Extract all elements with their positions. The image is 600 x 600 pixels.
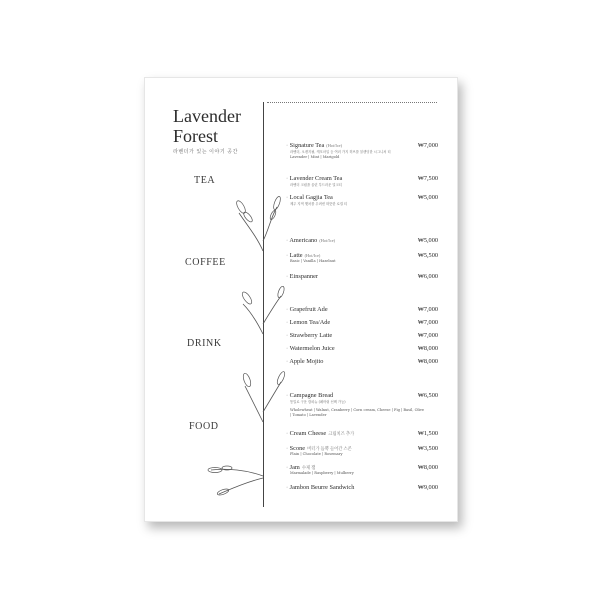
menu-item: [286, 430, 438, 437]
title-line-2: Forest: [173, 126, 218, 146]
menu-subtitle: 라벤더가 있는 이야기 공간: [173, 149, 238, 155]
item-name: · Signature Tea (Hot/Ice): [286, 142, 342, 149]
lavender-sprig-icon: [207, 446, 267, 506]
item-name: · Local Gagjia Tea: [286, 194, 333, 201]
item-name: · Campagne Bread: [286, 392, 333, 399]
menu-item: [286, 273, 438, 280]
item-price: ₩6,500: [417, 392, 438, 399]
item-name: · Watermelon Juice: [286, 345, 335, 352]
menu-item: [286, 358, 438, 365]
item-options: Plain | Chocolate | Rosemary: [290, 452, 343, 456]
item-price: ₩7,000: [417, 142, 438, 149]
item-suffix: (Hot/Ice): [304, 253, 321, 258]
item-options: Basic | Vanilla | Hazelnut: [290, 259, 336, 263]
menu-item: [286, 319, 438, 326]
menu-sheet: [144, 77, 458, 522]
item-suffix: 버터가 듬뿍 들어간 스콘: [307, 446, 352, 451]
item-options: Wholewheat | Walnut, Cranberry | Corn cream, Cheese | Fig | Basil, Olive | Tomato | Lavender: [290, 408, 425, 417]
item-description: 제주 지역 햇차를 우려낸 따뜻한 로컬 티: [290, 202, 348, 206]
item-price: ₩7,500: [417, 175, 438, 182]
category-tea: TEA: [194, 175, 216, 186]
item-options: Marmalade | Raspberry | Mulberry: [290, 471, 354, 475]
item-price: ₩8,000: [417, 345, 438, 352]
item-price: ₩9,000: [417, 484, 438, 491]
item-name: · Strawberry Latte: [286, 332, 332, 339]
menu-item: [286, 392, 438, 418]
item-price: ₩7,000: [417, 306, 438, 313]
item-price: ₩6,000: [417, 273, 438, 280]
title-line-1: Lavender: [173, 106, 241, 126]
item-name: · Apple Mojito: [286, 358, 323, 365]
menu-item: [286, 142, 438, 160]
menu-item: [286, 252, 438, 264]
item-name: · Jam 수제 잼: [286, 464, 315, 471]
item-price: ₩5,000: [417, 237, 438, 244]
item-options: Lavender | Mint | Marigold: [290, 155, 340, 159]
item-price: ₩7,000: [417, 332, 438, 339]
item-price: ₩7,000: [417, 319, 438, 326]
lavender-sprig-icon: [233, 193, 293, 253]
menu-item: [286, 332, 438, 339]
category-food: FOOD: [189, 421, 219, 432]
menu-item: [286, 194, 438, 207]
item-price: ₩3,500: [417, 445, 438, 452]
item-name: · Jambon Beurre Sandwich: [286, 484, 354, 491]
item-description: 라벤더, 오렌지필, 캐모마일 등 여러 가지 허브를 블렌딩한 시그니처 티: [290, 150, 391, 154]
item-description: 라벤더 크림을 올린 부드러운 밀크티: [290, 183, 342, 187]
menu-item: [286, 175, 438, 188]
menu-item: [286, 306, 438, 313]
menu-item: [286, 445, 438, 457]
item-price: ₩5,000: [417, 194, 438, 201]
menu-item: [286, 237, 438, 244]
menu-item: [286, 345, 438, 352]
menu-title: [173, 106, 241, 146]
item-name: · Einspanner: [286, 273, 318, 280]
item-name: · Cream Cheese 크림치즈 추가: [286, 430, 354, 437]
category-drink: DRINK: [187, 338, 222, 349]
item-price: ₩5,500: [417, 252, 438, 259]
item-suffix: 수제 잼: [301, 465, 316, 470]
item-name: · Latte (Hot/Ice): [286, 252, 320, 259]
item-price: ₩8,000: [417, 464, 438, 471]
item-name: · Scone 버터가 듬뿍 들어간 스콘: [286, 445, 352, 452]
item-name: · Americano (Hot/Ice): [286, 237, 335, 244]
item-suffix: 크림치즈 추가: [328, 431, 355, 436]
menu-item: [286, 484, 438, 491]
dotted-divider: [267, 102, 437, 103]
item-suffix: (Hot/Ice): [319, 238, 336, 243]
item-description: 통밀로 구운 캄파뉴 (페어링 선택 가능): [290, 400, 346, 404]
item-price: ₩1,500: [417, 430, 438, 437]
item-name: · Lemon Tea/Ade: [286, 319, 330, 326]
item-name: · Lavender Cream Tea: [286, 175, 342, 182]
category-coffee: COFFEE: [185, 257, 226, 268]
item-name: · Grapefruit Ade: [286, 306, 328, 313]
item-price: ₩8,000: [417, 358, 438, 365]
item-suffix: (Hot/Ice): [326, 143, 343, 148]
menu-item: [286, 464, 438, 476]
